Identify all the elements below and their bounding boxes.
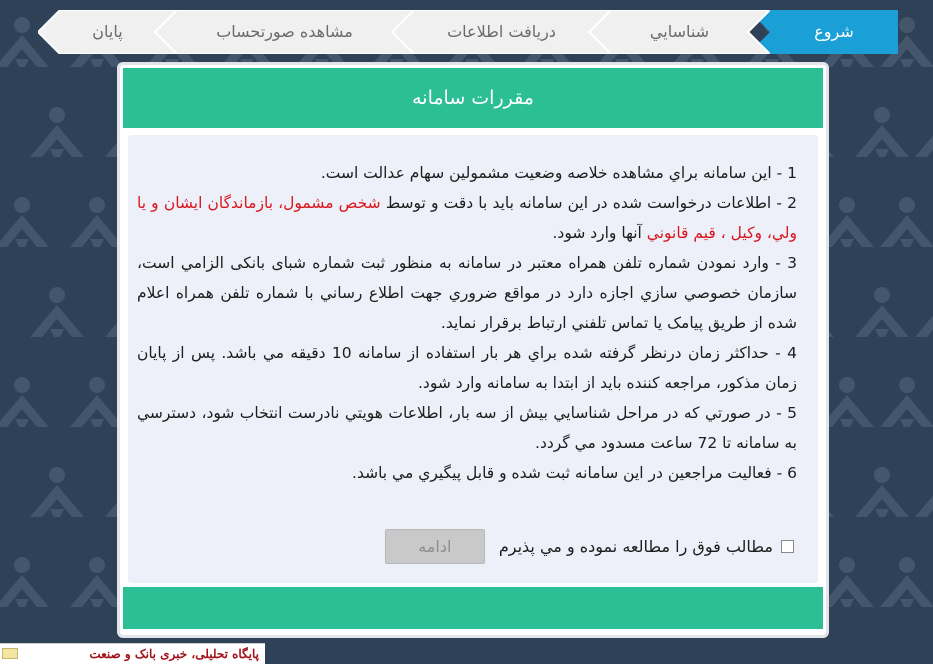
rule-2-text-start: 2 - اطلاعات درخواست شده در اين سامانه بايد با دقت و توسط [385,194,797,212]
banner-text: پایگاه تحلیلی، خبری بانک و صنعت [89,647,259,661]
step-label: شناسايي [649,22,710,41]
terms-panel [128,135,818,583]
rule-2-highlight: شخص مشمول، بازماندگان ايشان و يا ولي، وكيل ، قيم قانوني [137,194,797,242]
watermark-logo-icon [0,375,59,437]
agree-label[interactable]: مطالب فوق را مطالعه نموده و مي پذيرم [498,536,773,556]
terms-card [117,62,829,638]
card-footer [123,587,823,629]
step-receive-info[interactable] [392,10,611,54]
terms-list [137,158,797,488]
step-finish[interactable] [38,10,177,54]
rule-item-1: 1 - اين سامانه براي مشاهده خلاصه وضعيت مشمولين سهام عدالت است. [320,164,797,182]
flag-icon [2,648,18,659]
watermark-logo-icon [0,195,59,257]
continue-button[interactable]: ادامه [385,529,485,564]
rule-2-text-end: آنها وارد شود. [552,224,642,242]
watermark-logo-icon [0,555,59,617]
step-identification[interactable] [589,10,770,54]
watermark-logo-icon [20,465,94,527]
rule-item-6: 6 - فعاليت مراجعين در اين سامانه ثبت شده و قابل پيگيري مي باشد. [352,464,797,482]
watermark-logo-icon [20,285,94,347]
card-title: مقررات سامانه [123,68,823,128]
step-label: پايان [92,22,123,41]
step-start[interactable] [748,10,898,54]
rule-item-2 [137,188,797,248]
watermark-logo-icon [870,195,933,257]
rule-item-5: 5 - در صورتي كه در مراحل شناسايي بيش از سه بار، اطلاعات هويتي نادرست انتخاب شود، دسترسي به سامانه تا 72 ساعت مسدود مي گردد. [137,404,797,452]
agreement-row [385,528,794,564]
watermark-logo-icon [870,375,933,437]
watermark-logo-icon [905,465,933,527]
wizard-steps [38,10,898,54]
watermark-logo-icon [20,105,94,167]
rule-item-4: 4 - حداكثر زمان درنظر گرفته شده براي هر بار استفاده از سامانه 10 دقيقه مي باشد. پس از پايان زمان مذكور، مراجعه كننده بايد از ابتدا به سامانه وارد شود. [137,344,797,392]
watermark-logo-icon [870,555,933,617]
step-label: مشاهده صورتحساب [216,22,353,41]
step-label: شروع [814,22,854,41]
watermark-logo-icon [905,285,933,347]
agree-checkbox[interactable] [781,540,794,553]
news-banner[interactable] [0,643,265,664]
step-view-statement[interactable] [155,10,414,54]
rule-item-3: 3 - وارد نمودن شماره تلفن همراه معتبر در سامانه به منظور ثبت شماره شبای بانکی الزامي است، سازمان خصوصي سازي اجازه دارد در مواقع ضروري جهت اطلاع رساني با شماره تلفن همراه اعلام شده از طريق پيامک يا تماس تلفني ارتباط برقرار نمايد. [137,254,797,332]
watermark-logo-icon [905,105,933,167]
step-label: دريافت اطلاعات [447,22,556,41]
